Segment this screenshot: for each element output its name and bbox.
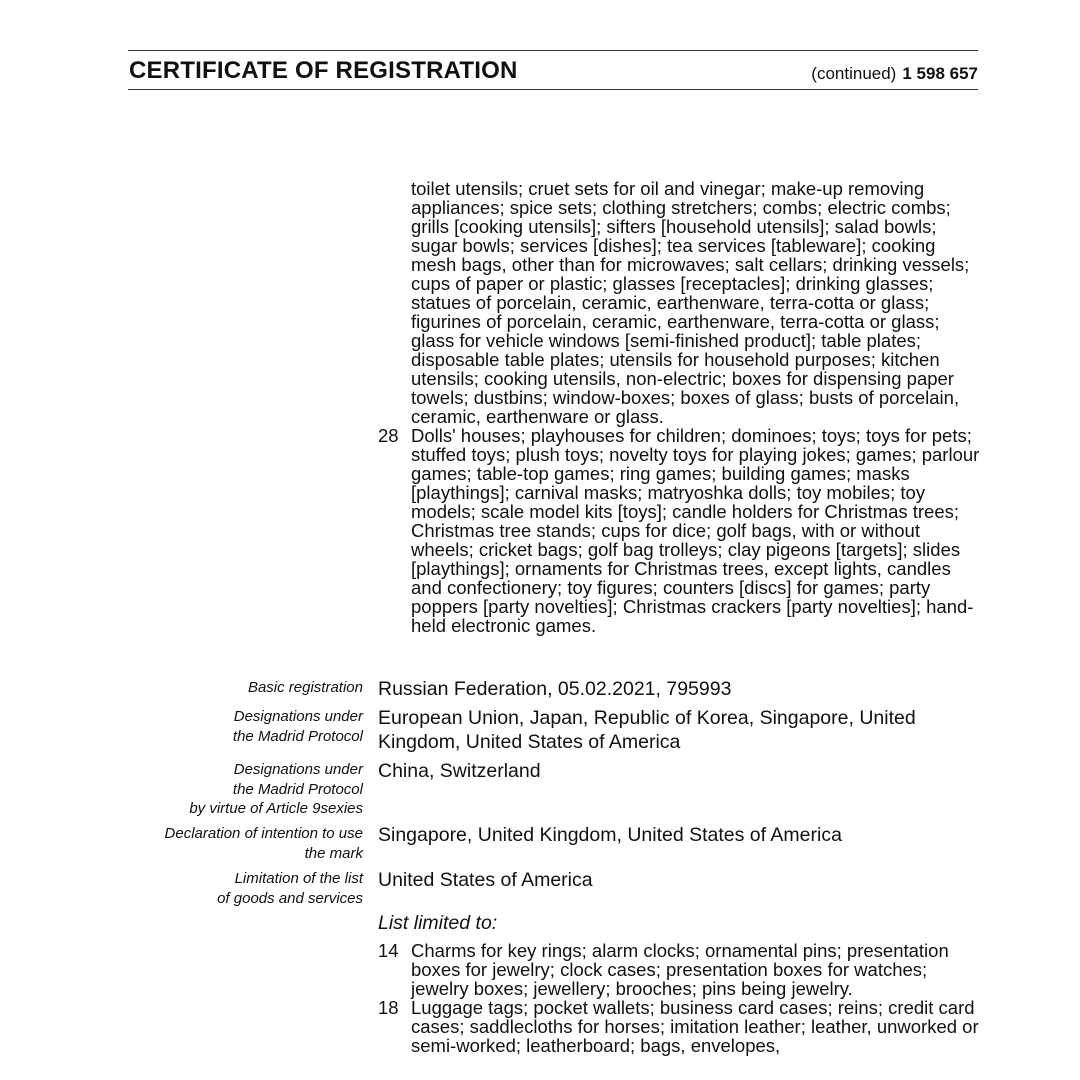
header-bottom-rule <box>128 89 978 90</box>
class-number: 28 <box>378 425 399 446</box>
field-value: European Union, Japan, Republic of Korea, Singapore, United Kingdom, United States of America <box>378 707 916 753</box>
field-label: Designations under the Madrid Protocol <box>232 708 363 745</box>
field-label: Basic registration <box>247 679 363 696</box>
field-declaration-intention <box>130 823 990 863</box>
goods-item-class-14 <box>378 941 983 998</box>
continuation-marker <box>811 64 978 84</box>
registration-number: 1 598 657 <box>902 64 978 83</box>
field-label: Declaration of intention to use the mark <box>164 825 363 862</box>
class-number: 18 <box>378 997 399 1018</box>
field-value: United States of America <box>378 869 593 891</box>
field-value: China, Switzerland <box>378 760 541 782</box>
limited-goods-list <box>378 941 983 1055</box>
field-value: Russian Federation, 05.02.2021, 795993 <box>378 678 732 700</box>
header-top-rule <box>128 50 978 51</box>
goods-item-class-28 <box>378 426 983 635</box>
field-basic-registration <box>130 677 990 701</box>
goods-item-text: Charms for key rings; alarm clocks; ornamental pins; presentation boxes for jewelry; clock cases; presentation boxes for watches; jewelry boxes; jewellery; brooches; pins being jewelry. <box>411 940 949 999</box>
goods-list-continued <box>378 179 983 635</box>
goods-item-text: toilet utensils; cruet sets for oil and vinegar; make-up removing appliances; spice sets; clothing stretchers; combs; electric combs; grills [cooking utensils]; sifters [household utensils]; salad bowls; sugar bowls; services [dishes]; tea services [tableware]; cooking mesh bags, other than for microwaves; salt cellars; drinking vessels; cups of paper or plastic; glasses [receptacles]; drinking glasses; statues of porcelain, ceramic, earthenware, terra-cotta or glass; figurines of porcelain, ceramic, earthenware, terra-cotta or glass; glass for vehicle windows [semi-finished product]; table plates; disposable table plates; utensils for household purposes; kitchen utensils; cooking utensils, non-electric; boxes for dispensing paper towels; dustbins; window-boxes; boxes of glass; busts of porcelain, ceramic, earthenware or glass. <box>411 178 970 427</box>
field-designations-madrid <box>130 706 990 754</box>
field-designations-9sexies <box>130 759 990 819</box>
goods-item-continuation <box>378 179 983 426</box>
field-limitation <box>130 868 990 908</box>
list-limited-heading: List limited to: <box>378 912 498 934</box>
field-label: Limitation of the list of goods and services <box>217 870 363 907</box>
continued-label: (continued) <box>811 64 897 83</box>
goods-item-text: Luggage tags; pocket wallets; business card cases; reins; credit card cases; saddlecloths for horses; imitation leather; leather, unworked or semi-worked; leatherboard; bags, envelopes, <box>411 997 979 1056</box>
field-value: Singapore, United Kingdom, United States of America <box>378 824 842 846</box>
goods-item-class-18 <box>378 998 983 1055</box>
field-label: Designations under the Madrid Protocol by virtue of Article 9sexies <box>189 761 363 817</box>
goods-item-text: Dolls' houses; playhouses for children; dominoes; toys; toys for pets; stuffed toys; plush toys; novelty toys for playing jokes; games; parlour games; table-top games; ring games; building games; masks [playthings]; carnival masks; matryoshka dolls; toy mobiles; toy models; scale model kits [toys]; candle holders for Christmas trees; Christmas tree stands; cups for dice; golf bags, with or without wheels; cricket bags; golf bag trolleys; clay pigeons [targets]; slides [playthings]; ornaments for Christmas trees, except lights, candles and confectionery; toy figures; counters [discs] for games; party poppers [party novelties]; Christmas crackers [party novelties]; hand-held electronic games. <box>411 425 980 636</box>
document-title: CERTIFICATE OF REGISTRATION <box>129 57 518 84</box>
class-number: 14 <box>378 940 399 961</box>
